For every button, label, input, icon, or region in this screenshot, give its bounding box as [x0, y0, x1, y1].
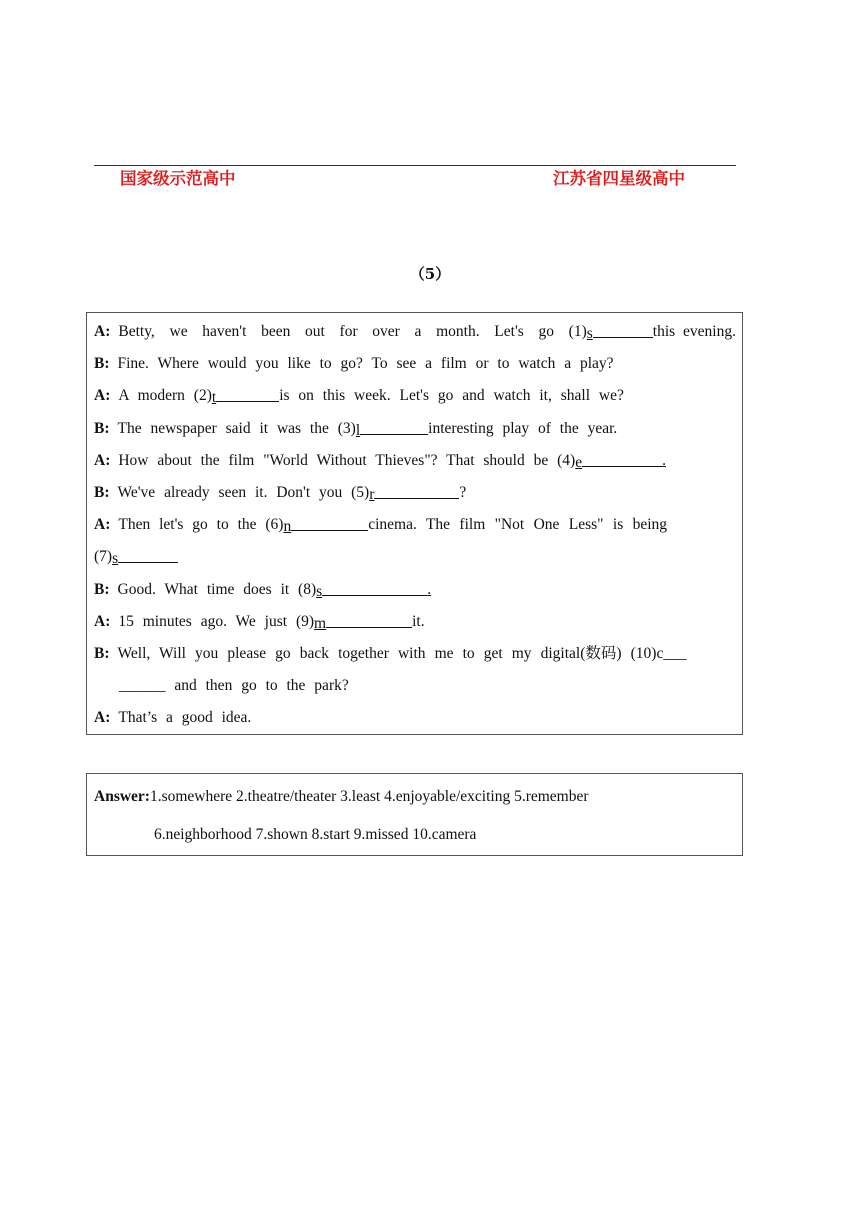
dialog-box: [86, 312, 743, 735]
speaker-label: A:: [94, 323, 111, 340]
dialog-line: [94, 449, 736, 481]
dialog-text: We've already seen it. Don't you (5): [117, 483, 370, 501]
blank-letter: r: [369, 485, 375, 503]
dialog-line: [94, 417, 736, 449]
dialog-text: it.: [412, 612, 425, 630]
dialog-text: cinema. The film "Not One Less" is being: [368, 516, 668, 534]
dialog-text: Then let's go to the (6): [118, 516, 284, 534]
dialog-line: [94, 545, 736, 577]
dialog-line: [94, 513, 736, 545]
speaker-label: B:: [94, 580, 110, 598]
answer-line-1: [94, 786, 736, 808]
blank-letter: s: [112, 550, 119, 568]
dialog-text: Fine. Where would you like to go? To see a film or to watch a play?: [117, 355, 614, 373]
dialog-line: [94, 320, 736, 352]
header-rule: [94, 165, 736, 166]
blank-1: [587, 320, 653, 346]
speaker-label: A:: [94, 709, 111, 727]
dialog-line: [94, 578, 736, 610]
section-title: （5）: [409, 265, 451, 283]
dialog-line: [94, 610, 736, 642]
blank-letter: s: [316, 582, 323, 600]
blank-letter: t: [211, 389, 217, 407]
dialog-line: [94, 674, 736, 706]
speaker-label: B:: [94, 419, 110, 437]
dialog-line: [94, 706, 736, 738]
dialog-text: is on this week. Let's go and watch it, shall we?: [279, 387, 624, 405]
dialog-text: this evening.: [652, 323, 736, 340]
dialog-text: The newspaper said it was the (3): [117, 419, 356, 437]
dialog-line: [94, 481, 736, 513]
dialog-text: Well, Will you please go back together with me to get my digital(数码) (10)c___: [117, 644, 687, 662]
blank-5: [369, 481, 459, 507]
dialog-text: Good. What time does it (8): [117, 580, 317, 598]
dialog-text: 15 minutes ago. We just (9): [118, 612, 315, 630]
dialog-text: interesting play of the year.: [428, 419, 618, 437]
dialog-text: ______ and then go to the park?: [119, 677, 349, 695]
header-left-school: 国家级示范高中: [120, 169, 236, 188]
dialog-text: .: [427, 580, 432, 598]
answer-label: Answer:: [94, 788, 150, 805]
dialog-text: That’s a good idea.: [118, 709, 252, 727]
blank-letter: s: [586, 325, 593, 342]
blank-3: [356, 417, 428, 443]
speaker-label: B:: [94, 483, 110, 501]
answer-line-2: 6.neighborhood 7.shown 8.start 9.missed 10.camera: [154, 826, 477, 843]
speaker-label: A:: [94, 451, 111, 469]
dialog-text: How about the film "World Without Thieves"? That should be (4): [118, 451, 576, 469]
speaker-label: A:: [94, 387, 111, 405]
answer-box: [86, 773, 743, 856]
blank-letter: n: [283, 518, 292, 536]
dialog-text: Betty, we haven't been out for over a month. Let's go (1): [118, 323, 587, 340]
speaker-label: A:: [94, 516, 111, 534]
dialog-line: [94, 642, 736, 674]
speaker-label: B:: [94, 644, 110, 662]
speaker-label: A:: [94, 612, 111, 630]
blank-7: [112, 545, 178, 571]
blank-8: [316, 578, 427, 604]
dialog-text: ?: [459, 483, 467, 501]
dialog-line: [94, 352, 736, 384]
blank-letter: e: [575, 453, 583, 471]
speaker-label: B:: [94, 355, 110, 373]
header-right-school: 江苏省四星级高中: [553, 169, 685, 188]
blank-2: [212, 384, 279, 410]
blank-4: [575, 449, 662, 475]
blank-letter: l: [355, 421, 361, 439]
blank-6: [283, 513, 368, 539]
dialog-text: A modern (2): [118, 387, 212, 405]
dialog-line: [94, 384, 736, 416]
dialog-text: .: [662, 451, 666, 469]
answer-list-1: 1.somewhere 2.theatre/theater 3.least 4.enjoyable/exciting 5.remember: [149, 788, 589, 805]
blank-9: [314, 610, 412, 636]
dialog-text: (7): [94, 548, 113, 566]
blank-letter: m: [314, 614, 327, 632]
